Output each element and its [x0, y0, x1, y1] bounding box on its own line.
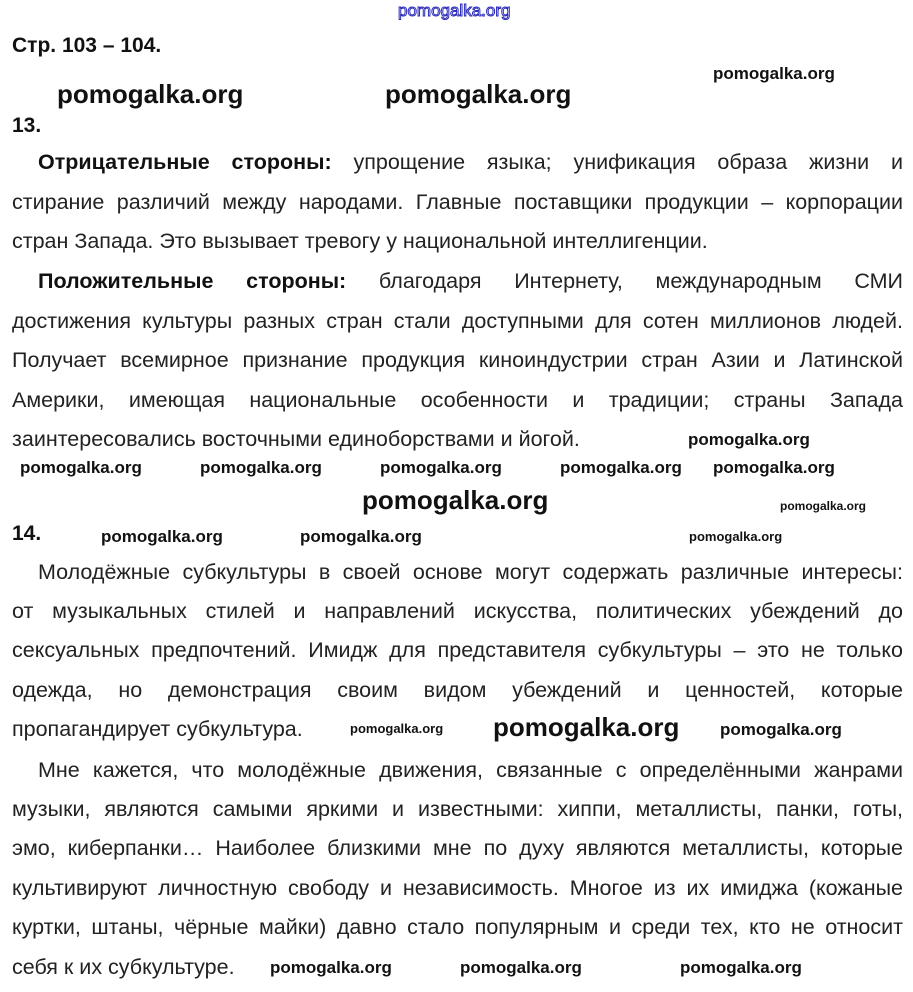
watermark: pomogalka.org — [101, 527, 223, 546]
text-line: сексуальных предпочтений. Имидж для представителя субкультуры – это не только — [12, 638, 903, 662]
text: упрощение языка; унификация образа жизни и — [331, 150, 903, 174]
text-line: достижения культуры разных стран стали доступными для сотен миллионов людей. — [12, 309, 903, 333]
text-line: одежда, но демонстрация своим видом убеждений и ценностей, которые — [12, 678, 903, 702]
watermark: pomogalka.org — [350, 721, 444, 736]
question-number-14: 14. — [12, 522, 42, 545]
text-line — [38, 268, 903, 294]
watermark: pomogalka.org — [713, 458, 835, 477]
positive-label: Положительные стороны: — [38, 269, 347, 293]
watermark: pomogalka.org — [20, 458, 142, 477]
watermark: pomogalka.org — [385, 79, 572, 109]
text-line: пропагандирует субкультура. — [12, 717, 303, 741]
text-line: Получает всемирное признание продукция киноиндустрии стран Азии и Латинской — [12, 348, 903, 372]
watermark: pomogalka.org — [560, 458, 682, 477]
watermark: pomogalka.org — [689, 529, 783, 544]
text-line: Молодёжные субкультуры в своей основе могут содержать различные интересы: — [38, 560, 903, 584]
watermark: pomogalka.org — [680, 958, 802, 977]
text-line: музыки, являются самыми яркими и известными: хиппи, металлисты, панки, готы, — [12, 797, 903, 821]
watermark: pomogalka.org — [398, 1, 511, 20]
text-line: себя к их субкультуре. — [12, 955, 235, 979]
watermark: pomogalka.org — [57, 79, 244, 109]
watermark: pomogalka.org — [720, 720, 842, 739]
text-line: эмо, киберпанки… Наиболее близкими мне по духу являются металлисты, которые — [12, 836, 903, 860]
watermark: pomogalka.org — [780, 499, 867, 513]
negative-label: Отрицательные стороны: — [38, 150, 332, 174]
watermark: pomogalka.org — [713, 64, 835, 83]
text-line: Мне кажется, что молодёжные движения, связанные с определёнными жанрами — [38, 758, 903, 782]
text-line: стирание различий между народами. Главные поставщики продукции – корпорации — [12, 190, 903, 214]
watermark: pomogalka.org — [362, 485, 549, 515]
watermark: pomogalka.org — [200, 458, 322, 477]
text-line: от музыкальных стилей и направлений искусства, политических убеждений до — [12, 599, 903, 623]
watermark: pomogalka.org — [270, 958, 392, 977]
text-line: стран Запада. Это вызывает тревогу у национальной интеллигенции. — [12, 229, 708, 253]
watermark: pomogalka.org — [300, 527, 422, 546]
watermark: pomogalka.org — [380, 458, 502, 477]
text-line: заинтересовались восточными единоборствами и йогой. — [12, 427, 580, 451]
text-line: куртки, штаны, чёрные майки) давно стало популярным и среди тех, кто не относит — [12, 915, 903, 939]
text-line: культивируют личностную свободу и независимость. Многое из их имиджа (кожаные — [12, 876, 903, 900]
text: благодаря Интернету, международным СМИ — [346, 269, 903, 293]
watermark: pomogalka.org — [460, 958, 582, 977]
watermark: pomogalka.org — [688, 430, 810, 449]
page-header: Стр. 103 – 104. — [12, 34, 162, 57]
text-line — [38, 149, 903, 175]
text-line: Америки, имеющая национальные особенности и традиции; страны Запада — [12, 388, 903, 412]
watermark: pomogalka.org — [493, 712, 680, 742]
question-number-13: 13. — [12, 114, 42, 137]
